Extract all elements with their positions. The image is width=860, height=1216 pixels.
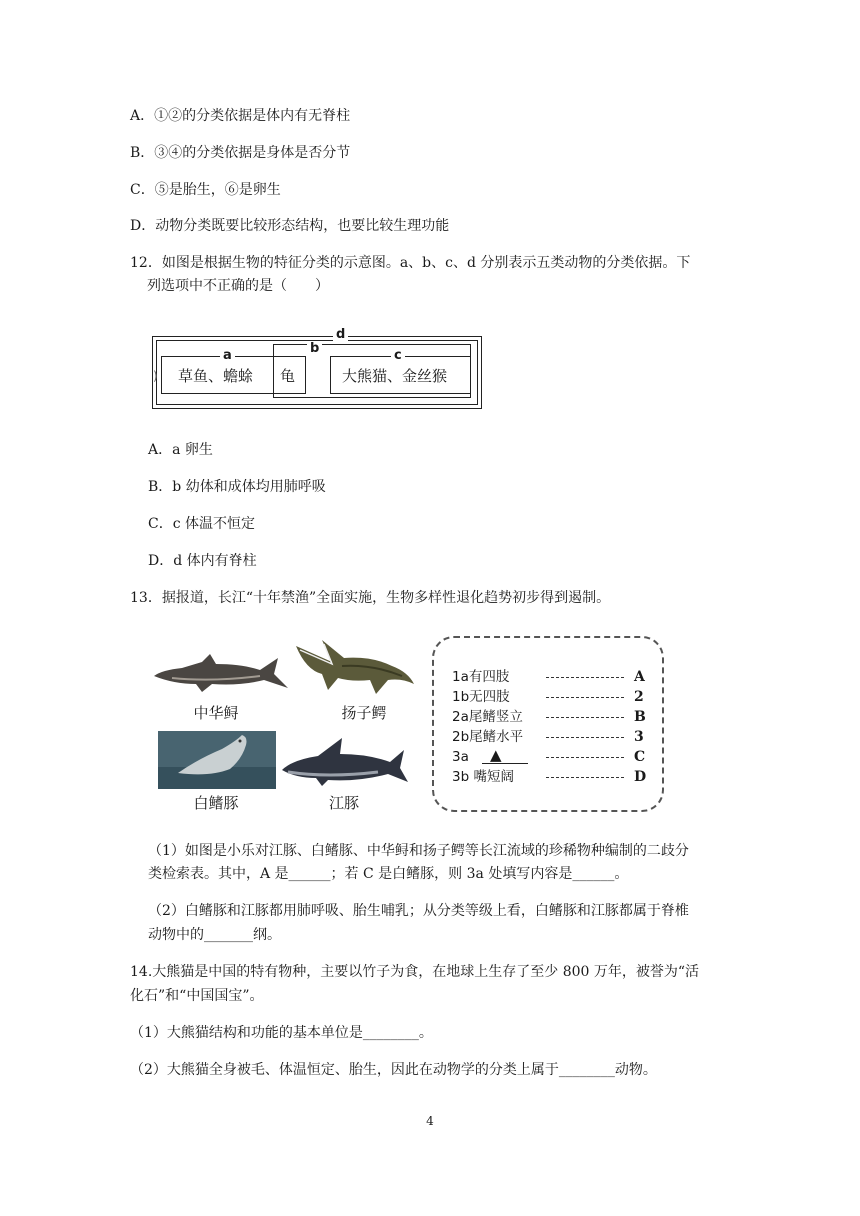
q11-option-d: D．动物分类既要比较形态结构，也要比较生理功能 <box>130 218 450 234</box>
baiji-image <box>158 731 276 789</box>
key-row-1b <box>452 687 652 707</box>
key-left-1a: 1a有四肢 <box>452 669 510 685</box>
key-row-3b <box>452 767 652 787</box>
q11-option-a: A．①②的分类依据是体内有无脊柱 <box>130 108 351 124</box>
key-left-2a: 2a尾鳍竖立 <box>452 709 523 725</box>
group-c-text: 大熊猫、金丝猴 <box>342 367 448 385</box>
q14-sub1: （1）大熊猫结构和功能的基本单位是________。 <box>130 1025 433 1041</box>
dichotomous-key-box <box>432 636 664 812</box>
animal-name-chinese-alligator: 扬子鳄 <box>341 704 387 722</box>
chinese-sturgeon-image <box>152 650 290 696</box>
animal-name-finless-porpoise: 江豚 <box>328 794 359 812</box>
key-left-3a: 3a <box>452 749 469 765</box>
chinese-alligator-image <box>292 636 416 698</box>
q12-stem-line1: 12．如图是根据生物的特征分类的示意图。a、b、c、d 分别表示五类动物的分类依据。下 <box>130 255 691 271</box>
key-right-1b: 2 <box>634 689 644 705</box>
key-right-1a: A <box>634 669 645 685</box>
q14-stem-line1: 14.大熊猫是中国的特有物种，主要以竹子为食，在地球上生存了至少 800 万年，被誉为“活 <box>130 964 700 980</box>
key-row-2a <box>452 707 652 727</box>
group-b-text: 龟 <box>280 367 296 385</box>
q11-option-c: C．⑤是胎生，⑥是卵生 <box>130 182 281 198</box>
label-a: a <box>220 349 235 363</box>
q13-sub1-line1: （1）如图是小乐对江豚、白鳍豚、中华鲟和扬子鳄等长江流域的珍稀物种编制的二歧分 <box>148 843 689 859</box>
animal-name-chinese-sturgeon: 中华鲟 <box>193 704 239 722</box>
q12-stem-line2: 列选项中不正确的是（ ） <box>147 278 329 294</box>
key-left-3b: 3b 嘴短阔 <box>452 769 514 785</box>
q12-option-d: D．d 体内有脊柱 <box>148 553 257 569</box>
key-row-3a <box>452 747 652 767</box>
q12-option-c: C．c 体温不恒定 <box>148 516 256 532</box>
classification-diagram <box>152 322 482 410</box>
q13-sub2-line1: （2）白鳍豚和江豚都用肺呼吸、胎生哺乳；从分类等级上看，白鳍豚和江豚都属于脊椎 <box>148 903 689 919</box>
q14-stem-line2: 化石”和“中国国宝”。 <box>130 988 264 1004</box>
q12-option-b: B．b 幼体和成体均用肺呼吸 <box>148 479 326 495</box>
q13-stem: 13．据报道，长江“十年禁渔”全面实施，生物多样性退化趋势初步得到遏制。 <box>130 590 611 606</box>
label-b: b <box>307 342 322 356</box>
q11-option-b: B．③④的分类依据是身体是否分节 <box>130 145 351 161</box>
key-right-2b: 3 <box>634 729 644 745</box>
page-number: 4 <box>426 1114 434 1128</box>
key-blank-triangle: ▲ <box>490 746 502 764</box>
label-d: d <box>333 328 348 342</box>
q14-sub2: （2）大熊猫全身被毛、体温恒定、胎生，因此在动物学的分类上属于________动物。 <box>130 1062 657 1078</box>
key-right-2a: B <box>634 709 646 725</box>
key-right-3b: D <box>634 769 647 785</box>
key-right-3a: C <box>634 749 646 765</box>
key-row-2b <box>452 727 652 747</box>
q12-option-a: A．a 卵生 <box>148 442 213 458</box>
key-row-1a <box>452 667 652 687</box>
dichotomous-key-figure <box>152 632 672 817</box>
key-left-2b: 2b尾鳍水平 <box>452 729 524 745</box>
q13-sub2-line2: 动物中的_______纲。 <box>148 927 281 943</box>
label-c: c <box>391 349 405 363</box>
animal-name-baiji: 白鳍豚 <box>193 794 239 812</box>
mark-paren: ) <box>153 369 158 383</box>
finless-porpoise-image <box>278 734 410 788</box>
q13-sub1-line2: 类检索表。其中，A 是______；若 C 是白鳍豚，则 3a 处填写内容是______。 <box>148 866 629 882</box>
key-left-1b: 1b无四肢 <box>452 689 510 705</box>
group-a-text: 草鱼、蟾蜍 <box>178 367 254 385</box>
